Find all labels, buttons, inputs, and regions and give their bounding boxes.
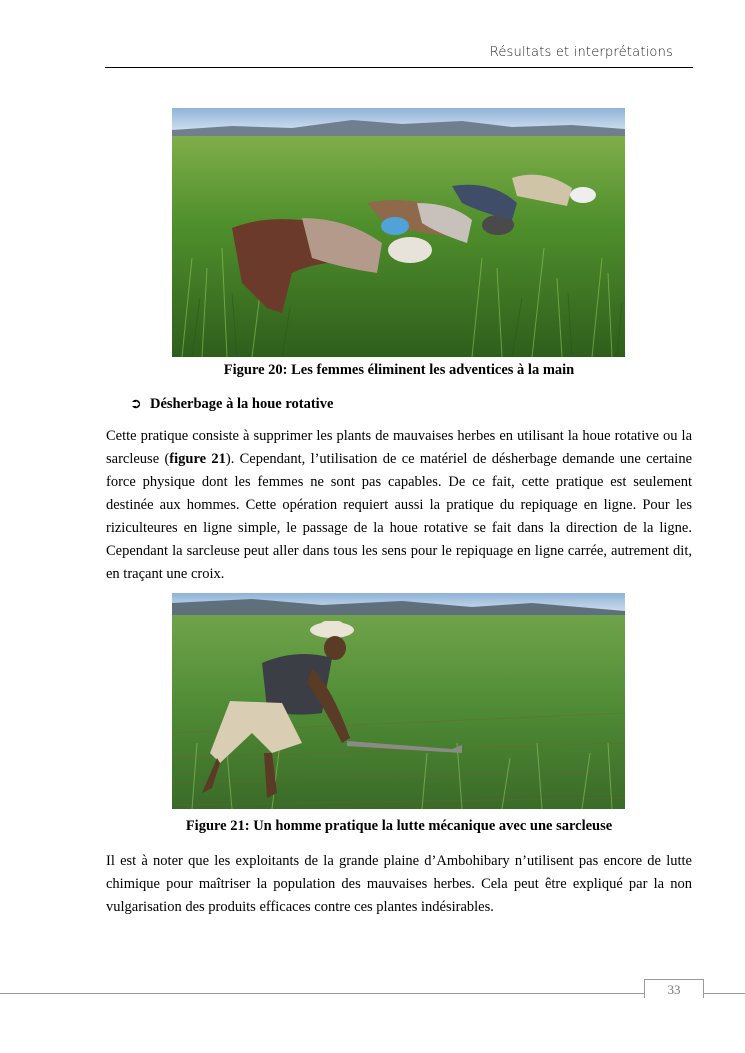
- page-number: 33: [644, 979, 704, 998]
- paragraph-hoe-weeding: [106, 425, 692, 586]
- header-rule: [105, 67, 693, 68]
- footer-rule: [0, 993, 745, 994]
- paragraph1-part-b: ). Cependant, l’utilisation de ce matériel de désherbage demande une certaine force physique dont les femmes ne sont pas capables. De ce fait, cette pratique est seulement destinée aux hommes. Cette opération requiert aussi la pratique du repiquage en ligne. Pour les riziculteures en ligne simple, le passage de la houe rotative se fait dans la direction de la ligne. Cependant la sarcleuse peut aller dans tous les sens pour le repiquage en ligne carrée, autrement dit, en traçant une croix.: [106, 451, 692, 582]
- paragraph1-part-a: Cette pratique consiste à supprimer les plants de mauvaises herbes en utilisant la houe rotative ou la sarcleuse (: [106, 428, 692, 467]
- arrow-bullet-icon: ➲: [130, 396, 142, 412]
- figure-20-caption: Figure 20: Les femmes éliminent les adventices à la main: [223, 362, 575, 378]
- running-header: Résultats et interprétations: [489, 45, 673, 60]
- figure-reference: figure 21: [169, 451, 226, 467]
- section-heading-text: Désherbage à la houe rotative: [150, 396, 334, 412]
- figure-20-photo: [172, 108, 625, 357]
- section-heading: [130, 396, 333, 413]
- figure-21-photo: [172, 593, 625, 809]
- paragraph-chemical-control: Il est à noter que les exploitants de la grande plaine d’Ambohibary n’utilisent pas encore de lutte chimique pour maîtriser la population des mauvaises herbes. Cela peut être expliqué par la non vulgarisation des produits efficaces contre ces plantes indésirables.: [106, 853, 692, 915]
- figure-21-caption: Figure 21: Un homme pratique la lutte mécanique avec une sarcleuse: [185, 818, 613, 834]
